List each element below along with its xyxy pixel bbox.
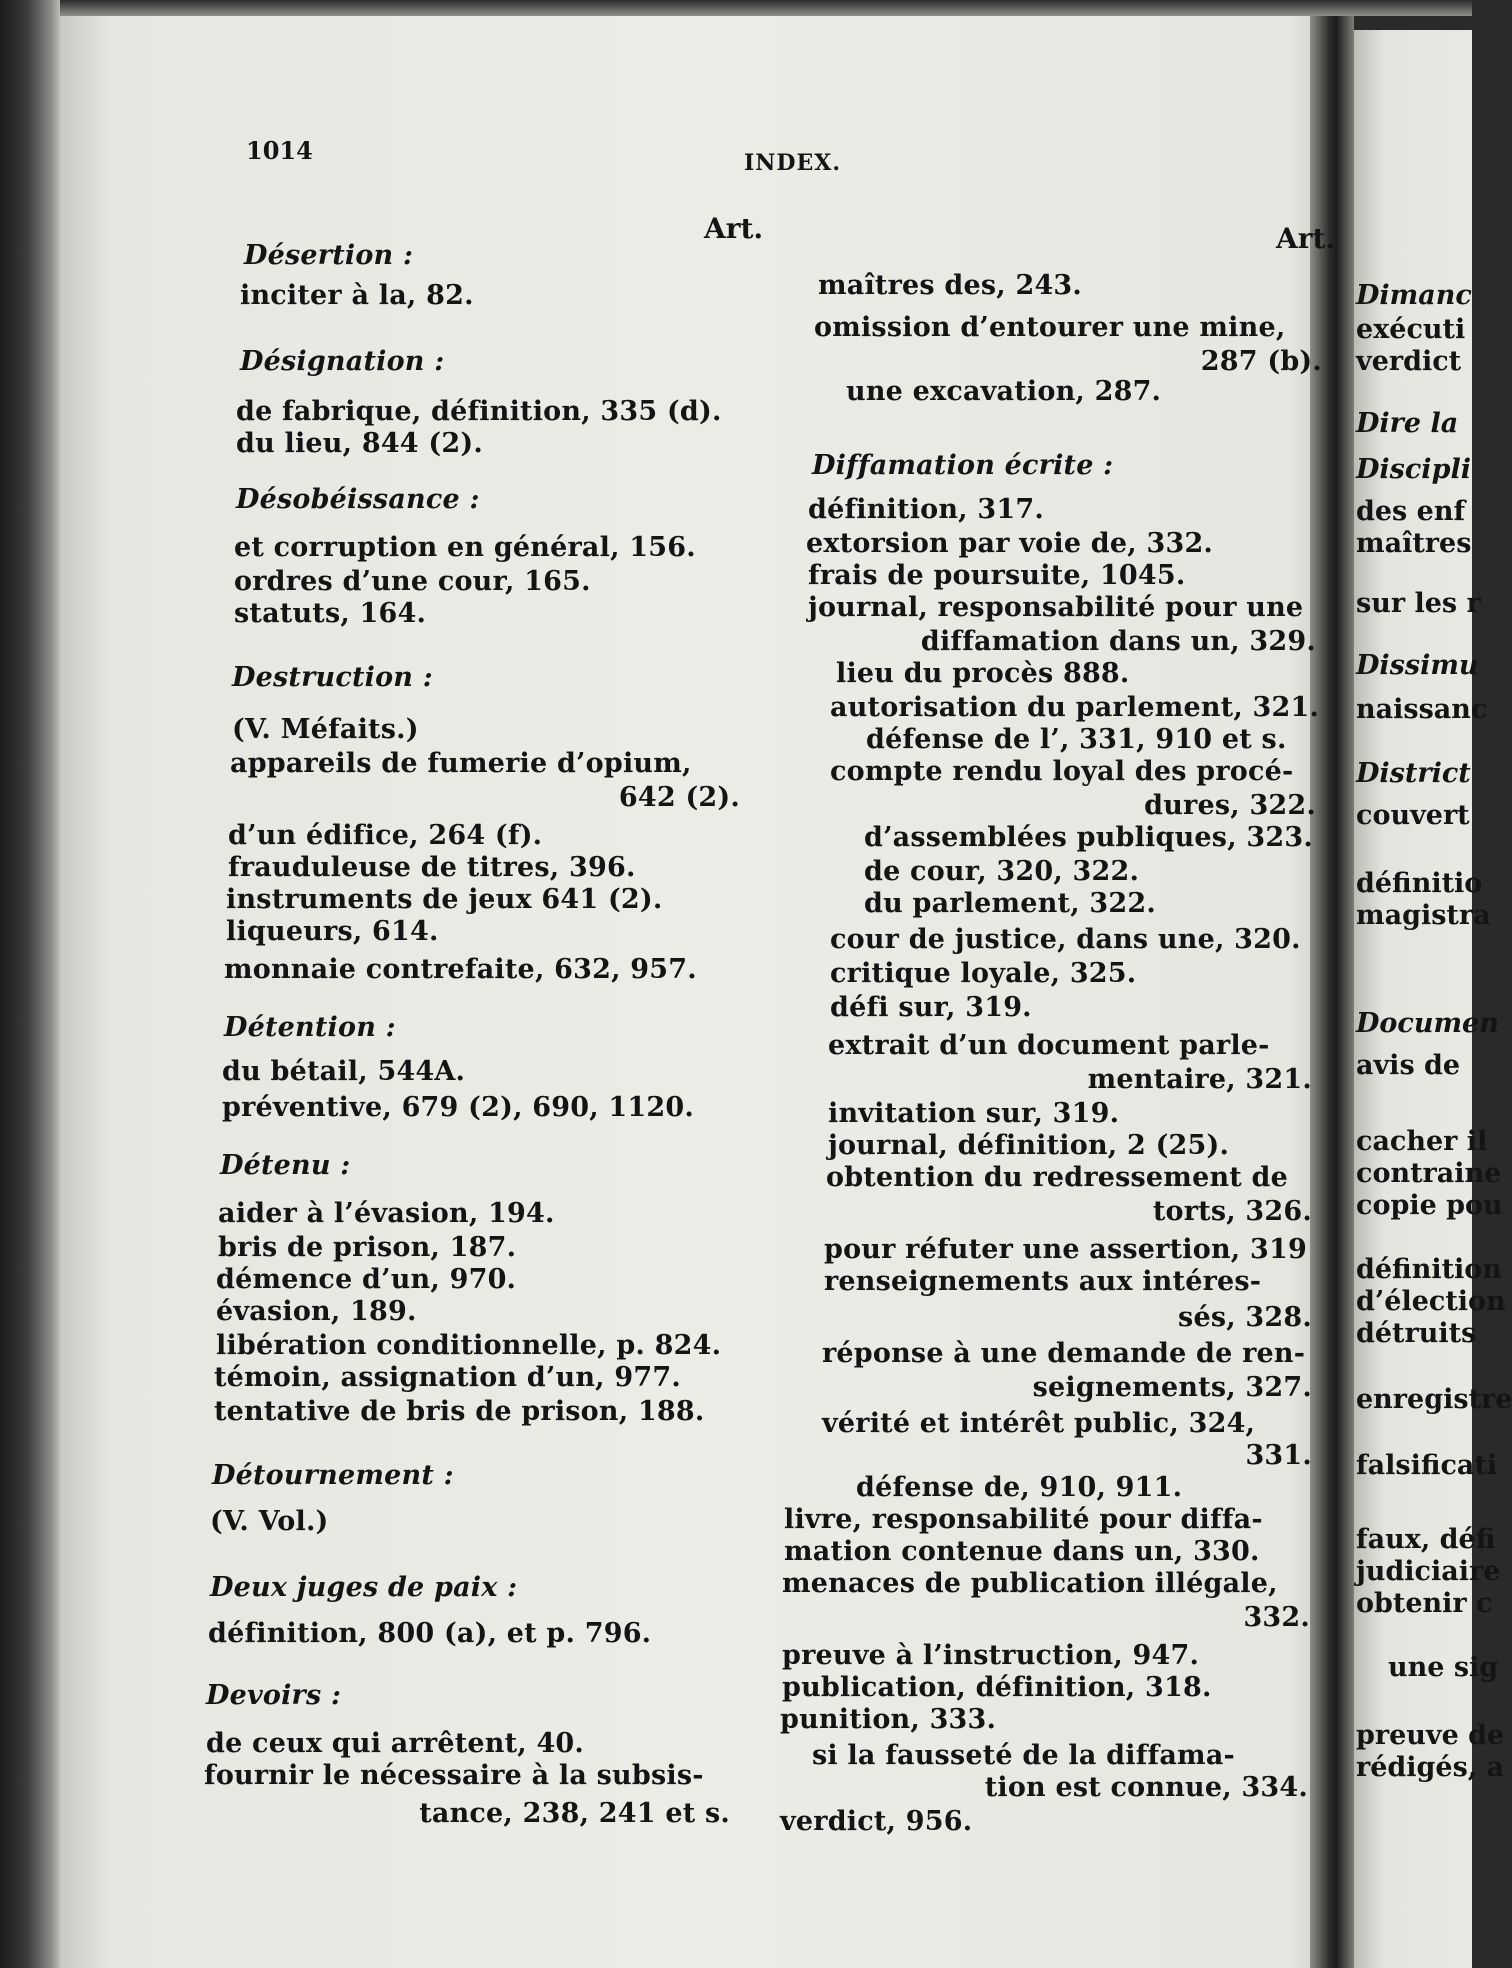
- index-heading: Dire la: [1356, 408, 1459, 439]
- index-entry: définition, 317.: [808, 494, 1044, 525]
- index-heading: Diffamation écrite :: [812, 450, 1114, 481]
- index-entry: magistra: [1356, 900, 1491, 931]
- index-entry: défense de, 910, 911.: [856, 1472, 1183, 1503]
- index-entry: tentative de bris de prison, 188.: [214, 1396, 705, 1427]
- top-shadow: [60, 0, 1472, 16]
- index-entry: autorisation du parlement, 321.: [830, 692, 1320, 723]
- index-entry: rédigés, a: [1356, 1752, 1505, 1783]
- index-entry: naissanc: [1356, 694, 1488, 725]
- index-entry: définitio: [1356, 868, 1483, 899]
- index-entry: défi sur, 319.: [830, 992, 1032, 1023]
- index-entry: d’un édifice, 264 (f).: [228, 820, 543, 851]
- index-entry: maîtres: [1356, 528, 1472, 559]
- index-entry: et corruption en général, 156.: [234, 532, 696, 563]
- art-label-left: Art.: [704, 212, 764, 245]
- index-heading: Deux juges de paix :: [210, 1572, 518, 1603]
- index-entry: seignements, 327.: [1032, 1372, 1312, 1403]
- index-entry: des enf: [1356, 496, 1466, 527]
- index-entry: dures, 322.: [1144, 790, 1316, 821]
- index-entry: mation contenue dans un, 330.: [784, 1536, 1260, 1567]
- index-entry: cour de justice, dans une, 320.: [830, 924, 1301, 955]
- index-entry: faux, défi: [1356, 1524, 1496, 1555]
- index-heading: Détention :: [224, 1012, 396, 1043]
- index-heading: Désignation :: [240, 346, 445, 377]
- index-entry: critique loyale, 325.: [830, 958, 1137, 989]
- index-entry: du parlement, 322.: [864, 888, 1156, 919]
- art-label-middle: Art.: [1276, 222, 1336, 255]
- index-heading: Discipli: [1356, 454, 1471, 485]
- index-entry: instruments de jeux 641 (2).: [226, 884, 663, 915]
- book-gutter: [1310, 0, 1354, 1968]
- index-heading: Dissimu: [1356, 650, 1479, 681]
- index-entry: (V. Vol.): [210, 1506, 329, 1537]
- index-heading: Destruction :: [232, 662, 433, 693]
- left-binding-edge: [0, 0, 60, 1968]
- index-entry: menaces de publication illégale,: [782, 1568, 1278, 1599]
- index-entry: statuts, 164.: [234, 598, 427, 629]
- page-number: 1014: [246, 136, 313, 165]
- index-entry: judiciaire: [1356, 1556, 1501, 1587]
- index-entry: diffamation dans un, 329.: [920, 626, 1316, 657]
- index-entry: de ceux qui arrêtent, 40.: [206, 1728, 585, 1759]
- index-heading: Détenu :: [220, 1150, 351, 1181]
- index-entry: journal, responsabilité pour une: [808, 592, 1304, 623]
- index-entry: libération conditionnelle, p. 824.: [216, 1330, 722, 1361]
- index-entry: inciter à la, 82.: [240, 280, 474, 311]
- index-entry: préventive, 679 (2), 690, 1120.: [222, 1092, 694, 1123]
- index-entry: invitation sur, 319.: [828, 1098, 1120, 1129]
- index-entry: copie pou: [1356, 1190, 1503, 1221]
- index-heading: Devoirs :: [206, 1680, 342, 1711]
- index-entry: verdict: [1356, 346, 1462, 377]
- page-title: INDEX.: [744, 150, 841, 176]
- index-entry: (V. Méfaits.): [232, 714, 419, 745]
- index-entry: du lieu, 844 (2).: [236, 428, 483, 459]
- index-entry: d’élection: [1356, 1286, 1506, 1317]
- index-entry: cacher il: [1356, 1126, 1488, 1157]
- index-entry: détruits: [1356, 1318, 1477, 1349]
- index-heading: Dimanc: [1356, 280, 1472, 311]
- index-heading: District: [1356, 758, 1471, 789]
- index-entry: renseignements aux intéres-: [824, 1266, 1262, 1297]
- index-entry: maîtres des, 243.: [818, 270, 1083, 301]
- index-entry: frauduleuse de titres, 396.: [228, 852, 636, 883]
- index-entry: compte rendu loyal des procé-: [830, 756, 1294, 787]
- index-entry: obtenir c: [1356, 1588, 1493, 1619]
- index-heading: Désobéissance :: [236, 484, 480, 515]
- index-entry: enregistre: [1356, 1384, 1512, 1415]
- index-entry: de cour, 320, 322.: [864, 856, 1140, 887]
- index-entry: de fabrique, définition, 335 (d).: [236, 396, 722, 427]
- index-entry: si la fausseté de la diffama-: [812, 1740, 1235, 1771]
- index-entry: 287 (b).: [1200, 346, 1322, 377]
- index-column-right-cropped: [1356, 0, 1512, 1968]
- index-heading: Désertion :: [244, 240, 414, 271]
- index-entry: définition, 800 (a), et p. 796.: [208, 1618, 652, 1649]
- index-entry: avis de: [1356, 1050, 1461, 1081]
- index-entry: verdict, 956.: [780, 1806, 973, 1837]
- index-entry: bris de prison, 187.: [218, 1232, 517, 1263]
- index-entry: 331.: [1245, 1440, 1312, 1471]
- index-entry: démence d’un, 970.: [216, 1264, 517, 1295]
- index-entry: définition: [1356, 1254, 1502, 1285]
- index-entry: évasion, 189.: [216, 1296, 417, 1327]
- index-entry: une sig: [1388, 1652, 1499, 1683]
- index-entry: journal, définition, 2 (25).: [828, 1130, 1230, 1161]
- index-entry: lieu du procès 888.: [836, 658, 1130, 689]
- index-entry: fournir le nécessaire à la subsis-: [204, 1760, 704, 1791]
- index-entry: une excavation, 287.: [846, 376, 1162, 407]
- index-entry: défense de l’, 331, 910 et s.: [866, 724, 1287, 755]
- index-entry: publication, définition, 318.: [782, 1672, 1212, 1703]
- index-entry: livre, responsabilité pour diffa-: [784, 1504, 1263, 1535]
- index-entry: frais de poursuite, 1045.: [808, 560, 1186, 591]
- index-entry: extrait d’un document parle-: [828, 1030, 1270, 1061]
- index-entry: monnaie contrefaite, 632, 957.: [224, 954, 697, 985]
- index-entry: preuve à l’instruction, 947.: [782, 1640, 1200, 1671]
- index-entry: obtention du redressement de: [826, 1162, 1289, 1193]
- index-entry: punition, 333.: [780, 1704, 997, 1735]
- index-entry: aider à l’évasion, 194.: [218, 1198, 555, 1229]
- index-heading: Détournement :: [212, 1460, 454, 1491]
- index-entry: liqueurs, 614.: [226, 916, 439, 947]
- index-entry: ordres d’une cour, 165.: [234, 566, 591, 597]
- index-heading: Documen: [1356, 1008, 1499, 1039]
- index-entry: couvert: [1356, 800, 1470, 831]
- index-entry: 642 (2).: [618, 782, 740, 813]
- index-entry: témoin, assignation d’un, 977.: [214, 1362, 681, 1393]
- index-entry: torts, 326.: [1152, 1196, 1312, 1227]
- index-entry: tion est connue, 334.: [984, 1772, 1308, 1803]
- index-entry: omission d’entourer une mine,: [814, 312, 1286, 343]
- index-entry: vérité et intérêt public, 324,: [822, 1408, 1256, 1439]
- index-entry: du bétail, 544A.: [222, 1056, 466, 1087]
- index-entry: 332.: [1243, 1602, 1310, 1633]
- index-entry: falsificati: [1356, 1450, 1498, 1481]
- index-entry: sur les r: [1356, 588, 1481, 619]
- index-entry: réponse à une demande de ren-: [822, 1338, 1306, 1369]
- index-entry: tance, 238, 241 et s.: [419, 1798, 730, 1829]
- index-entry: sés, 328.: [1178, 1302, 1312, 1333]
- index-entry: mentaire, 321.: [1087, 1064, 1312, 1095]
- index-entry: appareils de fumerie d’opium,: [230, 748, 692, 779]
- index-entry: pour réfuter une assertion, 319: [824, 1234, 1307, 1265]
- index-entry: exécuti: [1356, 314, 1466, 345]
- index-entry: contraine: [1356, 1158, 1502, 1189]
- index-entry: d’assemblées publiques, 323.: [864, 822, 1313, 853]
- index-entry: extorsion par voie de, 332.: [806, 528, 1214, 559]
- index-entry: preuve de: [1356, 1720, 1505, 1751]
